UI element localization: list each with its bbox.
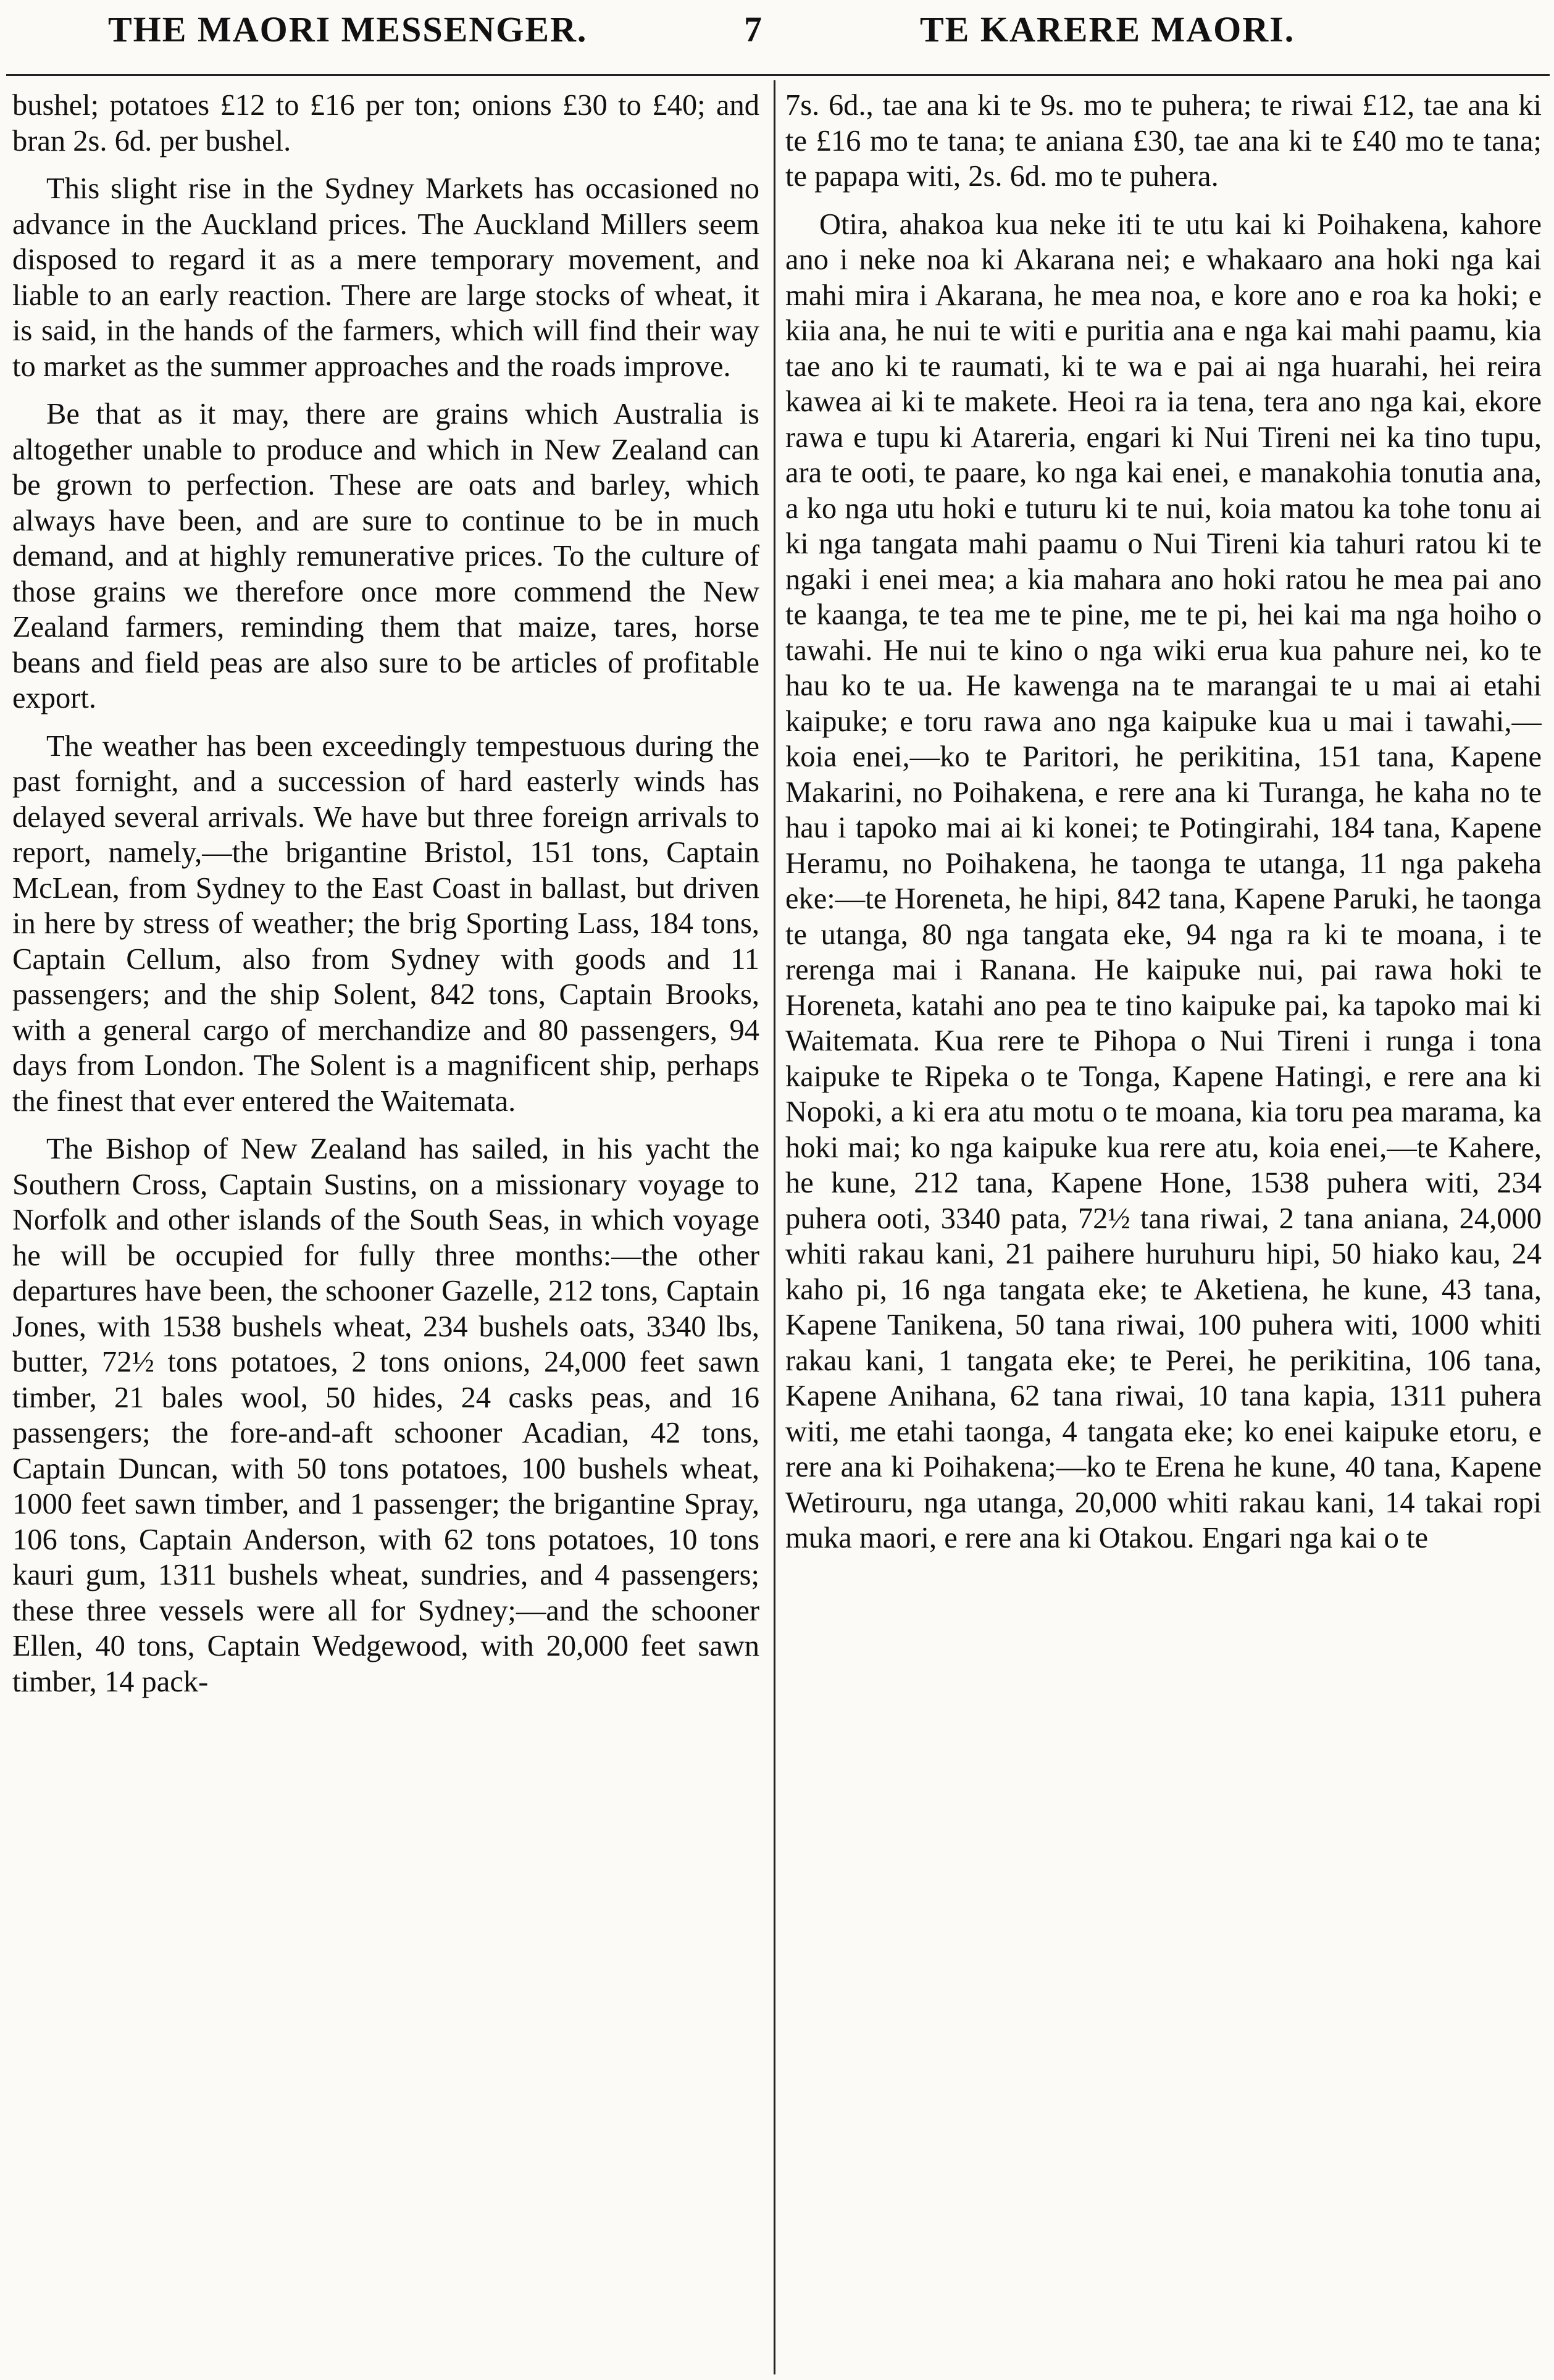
english-paragraph-grains: Be that as it may, there are grains which Australia is altogether unable to produce and which in New Zealand can be grown to perfection. These are oats and barley, which always have been, and are sure to continue to be in much demand, and at highly remunerative prices. To the culture of those grains we therefore once more commend the New Zealand farmers, reminding them that maize, tares, horse beans and field peas are also sure to be articles of profitable export. [12,398,759,714]
column-divider [774,80,775,2374]
page-number: 7 [744,9,763,49]
header-rule [6,74,1550,76]
english-paragraph-sydney-markets: This slight rise in the Sydney Markets has occasioned no advance in the Auckland prices. The Auckland Millers seem disposed to regard it as a mere temporary movement, and liable to an early reaction. There are large stocks of wheat, it is said, in the hands of the farmers, which will find their way to market as the summer approaches and the roads improve. [12,172,759,383]
maori-column [785,88,1542,2373]
english-column [12,88,759,2373]
maori-paragraph-main: Otira, ahakoa kua neke iti te utu kai ki Poihakena, kahore ano i neke noa ki Akarana nei; e whakaaro ana hoki nga kai mahi mira i Akarana, he mea noa, e kore ano e roa ka hoki; e kiia ana, he nui te witi e puritia ana e nga kai mahi paamu, kia tae ano ki te raumati, ki te wa e pai ai nga huarahi, hei reira kawea ai ki te makete. Heoi ra ia tena, tera ano nga kai, ekore rawa e tupu ki Atareria, engari ki Nui Tireni nei ka tino tupu, ara te ooti, te paare, ko nga kai enei, e manakohia tonutia ana, a ko nga utu hoki e tuturu ki te nui, koia matou ka tohe tonu ai ki nga tangata mahi paamu o Nui Tireni kia tahuri ratou ki te ngaki i enei mea; a kia mahara ano hoki ratou he mea pai ano te kaanga, te tea me te pine, me te pi, hei kai ma nga hoiho o tawahi. He nui te kino o nga wiki erua kua pahure nei, ko te hau ko te ua. He kawenga na te marangai te u mai ai etahi kaipuke; e toru rawa ano nga kaipuke kua u mai i tawahi,—koia enei,—ko te Paritori, he perikitina, 151 tana, Kapene Makarini, no Poihakena, e rere ana ki Turanga, he kaha no te hau i tapoko mai ai ki konei; te Potingirahi, 184 tana, Kapene Heramu, no Poihakena, he taonga te utanga, 11 nga pakeha eke:—te Horeneta, he hipi, 842 tana, Kapene Paruki, he taonga te utanga, 80 nga tangata eke, 94 nga ra ki te moana, i te rerenga mai i Ranana. He kaipuke nui, pai rawa hoki te Horeneta, katahi ano pea te tino kaipuke pai, ka tapoko mai ki Waitemata. Kua rere te Pihopa o Nui Tireni i runga i tona kaipuke te Ripeka o te Tonga, Kapene Hatingi, e rere ana ki Nopoki, a ki era atu motu o te moana, kia toru pea marama, ka hoki mai; ko nga kaipuke kua rere atu, koia enei,—te Kahere, he kune, 212 tana, Kapene Hone, 1538 puhera witi, 234 puhera ooti, 3340 pata, 72½ tana riwai, 2 tana aniana, 24,000 whiti rakau kani, 21 paihere huruhuru hipi, 50 hiako kau, 24 kaho pi, 16 nga tangata eke; te Aketiena, he kune, 43 tana, Kapene Tanikena, 50 tana riwai, 100 puhera witi, 1000 whiti rakau kani, 1 tangata eke; te Perei, he perikitina, 106 tana, Kapene Anihana, 62 tana riwai, 10 tana kapia, 1311 puhera witi, me etahi taonga, 4 tangata eke; ko enei kaipuke etoru, e rere ana ki Poihakena;—ko te Erena he kune, 40 tana, Kapene Wetirouru, nga utanga, 20,000 whiti rakau kani, 14 takai ropi muka maori, e rere ana ki Otakou. Engari nga kai o te [785,207,1542,1554]
english-paragraph-market-prices: bushel; potatoes £12 to £16 per ton; onions £30 to £40; and bran 2s. 6d. per bushel. [12,89,759,157]
english-paragraph-weather-arrivals: The weather has been exceedingly tempestuous during the past fornight, and a succession of hard easterly winds has delayed several arrivals. We have but three foreign arrivals to report, namely,—the brigantine Bristol, 151 tons, Captain McLean, from Sydney to the East Coast in ballast, but driven in here by stress of weather; the brig Sporting Lass, 184 tons, Captain Cellum, also from Sydney with goods and 11 passengers; and the ship Solent, 842 tons, Captain Brooks, with a general cargo of merchandize and 80 passengers, 94 days from London. The Solent is a magnificent ship, perhaps the finest that ever entered the Waitemata. [12,729,759,1118]
maori-masthead: TE KARERE MAORI. [920,9,1295,49]
english-masthead: THE MAORI MESSENGER. [108,9,588,49]
maori-paragraph-market-prices: 7s. 6d., tae ana ki te 9s. mo te puhera; te riwai £12, tae ana ki te £16 mo te tana; te aniana £30, tae ana ki te £40 mo te tana; te papapa witi, 2s. 6d. mo te puhera. [785,89,1542,193]
page-header [0,9,1554,58]
english-paragraph-departures: The Bishop of New Zealand has sailed, in his yacht the Southern Cross, Captain Sustins, on a missionary voyage to Norfolk and other islands of the South Seas, in which voyage he will be occupied for fully three months:—the other departures have been, the schooner Gazelle, 212 tons, Captain Jones, with 1538 bushels wheat, 234 bushels oats, 3340 lbs, butter, 72½ tons potatoes, 2 tons onions, 24,000 feet sawn timber, 21 bales wool, 50 hides, 24 casks peas, and 16 passengers; the fore-and-aft schooner Acadian, 42 tons, Captain Duncan, with 50 tons potatoes, 100 bushels wheat, 1000 feet sawn timber, and 1 passenger; the brigantine Spray, 106 tons, Captain Anderson, with 62 tons potatoes, 10 tons kauri gum, 1311 bushels wheat, sundries, and 4 passengers; these three vessels were all for Sydney;—and the schooner Ellen, 40 tons, Captain Wedgewood, with 20,000 feet sawn timber, 14 pack- [12,1133,759,1698]
